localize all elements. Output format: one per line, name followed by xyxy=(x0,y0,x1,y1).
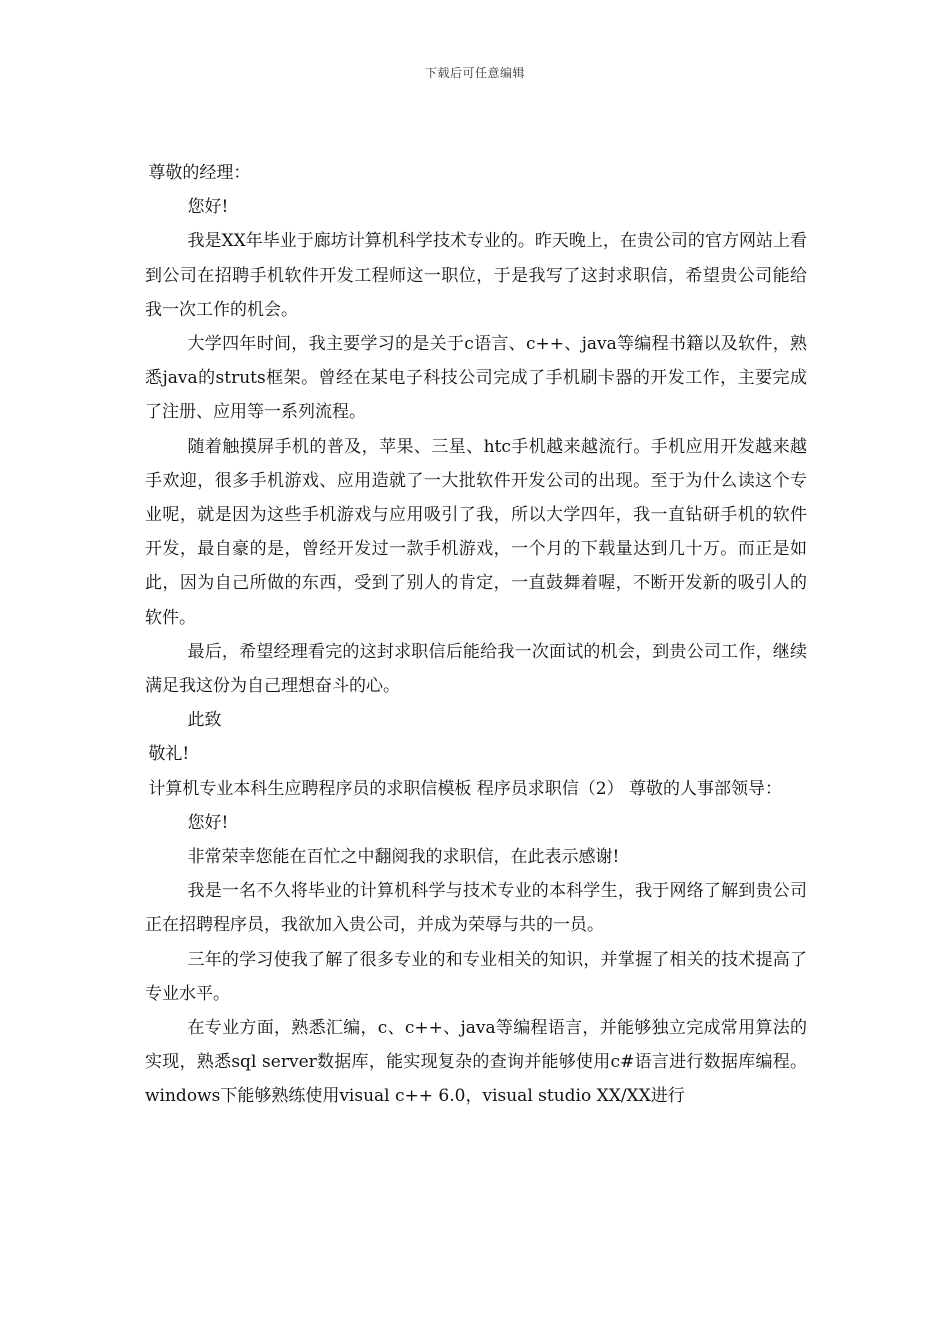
document-body xyxy=(145,156,807,1114)
letter1-paragraph: 随着触摸屏手机的普及，苹果、三星、htc手机越来越流行。手机应用开发越来越手欢迎，很多手机游戏、应用造就了一大批软件开发公司的出现。至于为什么读这个专业呢，就是因为这些手机游戏与应用吸引了我，所以大学四年，我一直钻研手机的软件开发，最自豪的是，曾经开发过一款手机游戏，一个月的下载量达到几十万。而正是如此，因为自己所做的东西，受到了别人的肯定，一直鼓舞着喔，不断开发新的吸引人的软件。 xyxy=(145,436,807,628)
letter2-paragraph: 在专业方面，熟悉汇编，c、c++、java等编程语言，并能够独立完成常用算法的实现，熟悉sql server数据库，能实现复杂的查询并能够使用c#语言进行数据库编程。windows下能够熟练使用visual c++ 6.0，visual studio XX/XX进行 xyxy=(145,1018,807,1107)
letter1-paragraph: 大学四年时间，我主要学习的是关于c语言、c++、java等编程书籍以及软件，熟悉java的struts框架。曾经在某电子科技公司完成了手机刷卡器的开发工作，主要完成了注册、应用等一系列流程。 xyxy=(145,334,807,423)
letter2-paragraph: 非常荣幸您能在百忙之中翻阅我的求职信，在此表示感谢! xyxy=(187,847,620,868)
letter2-paragraph: 我是一名不久将毕业的计算机科学与技术专业的本科学生，我于网络了解到贵公司正在招聘程序员，我欲加入贵公司，并成为荣辱与共的一员。 xyxy=(145,881,807,936)
letter1-paragraph: 我是XX年毕业于廊坊计算机科学技术专业的。昨天晚上，在贵公司的官方网站上看到公司在招聘手机软件开发工程师这一职位，于是我写了这封求职信，希望贵公司能给我一次工作的机会。 xyxy=(145,231,807,320)
page-header: 下载后可任意编辑 xyxy=(424,66,525,80)
letter1-greeting: 您好! xyxy=(187,197,229,218)
letter1-salutation: 尊敬的经理： xyxy=(148,163,251,183)
letter1-regards: 敬礼! xyxy=(148,744,190,765)
letter2-title-line: 计算机专业本科生应聘程序员的求职信模板 程序员求职信（2） 尊敬的人事部领导： xyxy=(148,778,783,799)
letter2-paragraph: 三年的学习使我了解了很多专业的和专业相关的知识，并掌握了相关的技术提高了专业水平。 xyxy=(145,949,807,1004)
letter1-closing: 此致 xyxy=(187,710,222,731)
letter1-paragraph: 最后，希望经理看完的这封求职信后能给我一次面试的机会，到贵公司工作，继续满足我这份为自己理想奋斗的心。 xyxy=(145,641,807,697)
letter2-greeting: 您好! xyxy=(187,812,229,833)
